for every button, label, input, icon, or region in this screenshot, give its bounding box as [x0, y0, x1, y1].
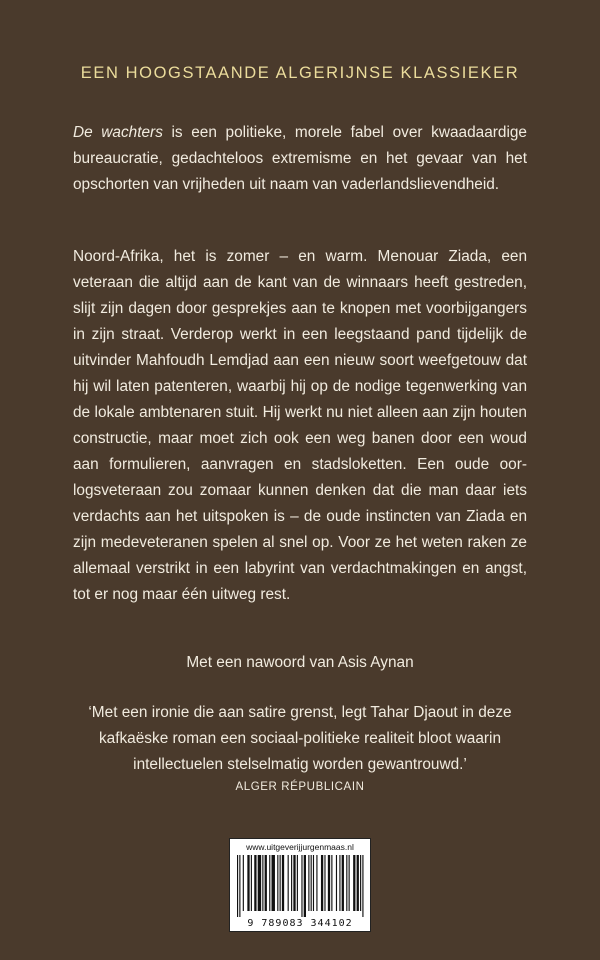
back-cover-heading: EEN HOOGSTAANDE ALGERIJNSE KLASSIEKER — [80, 64, 520, 82]
book-title-italic: De wachters — [73, 124, 163, 141]
barcode-bar — [282, 855, 284, 911]
barcode-bar — [243, 855, 244, 911]
afterword-note: Met een nawoord van Asis Aynan — [186, 654, 414, 671]
isbn-digits: 9 789083 344102 — [247, 918, 353, 929]
barcode-bar — [316, 855, 317, 911]
barcode-bar — [336, 855, 337, 911]
barcode-bar — [265, 855, 267, 911]
synopsis-body: Noord-Afrika, het is zomer – en warm. Menouar Ziada, een veteraan die altijd aan de kant van de winnaars heeft gestreden, slijt zijn dagen door gesprekjes aan te knopen met voorbijgangers in zijn straat. Verderop werkt in een leegstaand pand tijdelijk de uitvinder Mahfoudh Lemdjad aan een nieuw soort weefgetouw dat hij wil laten patenteren, waarbij hij op de nodige tegenwerking van de lokale ambtenaren stuit. Hij werkt nu niet alleen aan zijn houten constructie, maar moet zich ook een weg banen door een woud aan formulieren, aanvragen en stadsloketten. Een oude oorlogsveteraan zou zomaar kunnen denken dat die man daar iets verdachts aan het uitspoken is – de oude instincten van Ziada en zijn medeveteranen spelen al snel op. Voor ze het weten raken ze allemaal verstrikt in een labyrint van verdachtmakingen en angst, tot er nog maar één uitweg rest. — [73, 248, 527, 603]
barcode-bar — [262, 855, 263, 911]
isbn-barcode — [229, 838, 371, 932]
barcode-bar — [247, 855, 249, 911]
barcode-bar — [291, 855, 292, 911]
barcode-bar — [328, 855, 330, 911]
barcode-bar — [324, 855, 325, 911]
synopsis-intro — [73, 120, 527, 198]
barcode-bar — [277, 855, 278, 911]
barcode-bar — [258, 855, 261, 911]
barcode-bar — [311, 855, 312, 911]
barcode-bar — [357, 855, 359, 911]
barcode-bar — [362, 855, 363, 917]
barcode-bar — [280, 855, 281, 911]
barcode-bar — [339, 855, 340, 911]
barcode-bar — [254, 855, 256, 911]
barcode-bar — [269, 855, 270, 911]
barcode-bar — [239, 855, 240, 917]
barcode-bar — [313, 855, 314, 911]
barcode-bar — [342, 855, 344, 911]
barcode-bars — [235, 855, 365, 917]
barcode-bar — [360, 855, 361, 911]
synopsis-intro-text: is een politieke, morele fabel over kwaadaardige bureaucratie, gedachteloos extremisme en het gevaar van het opschorten van vrijheden uit naam van vaderlandslievendheid. — [73, 124, 527, 193]
barcode-bar — [331, 855, 332, 911]
barcode-bar — [288, 855, 289, 911]
barcode-bar — [301, 855, 302, 917]
barcode-bar — [237, 855, 238, 917]
barcode-bar — [353, 855, 355, 911]
barcode-bar — [308, 855, 309, 911]
review-source: ALGER RÉPUBLICAIN — [235, 781, 365, 793]
barcode-bar — [321, 855, 323, 911]
publisher-url: www.uitgeverijjurgenmaas.nl — [246, 842, 354, 852]
review-quote: ‘Met een ironie die aan satire grenst, legt Tahar Djaout in deze kafkaëske roman een sociaal-politieke realiteit bloot waarin intellectuelen stelselmatig worden gewantrouwd.’ — [88, 704, 512, 773]
barcode-bar — [304, 855, 306, 917]
barcode-bar — [272, 855, 275, 911]
barcode-bar — [293, 855, 295, 911]
barcode-bar — [251, 855, 252, 911]
barcode-bar — [349, 855, 350, 911]
barcode-bar — [297, 855, 298, 911]
barcode-bar — [346, 855, 347, 911]
